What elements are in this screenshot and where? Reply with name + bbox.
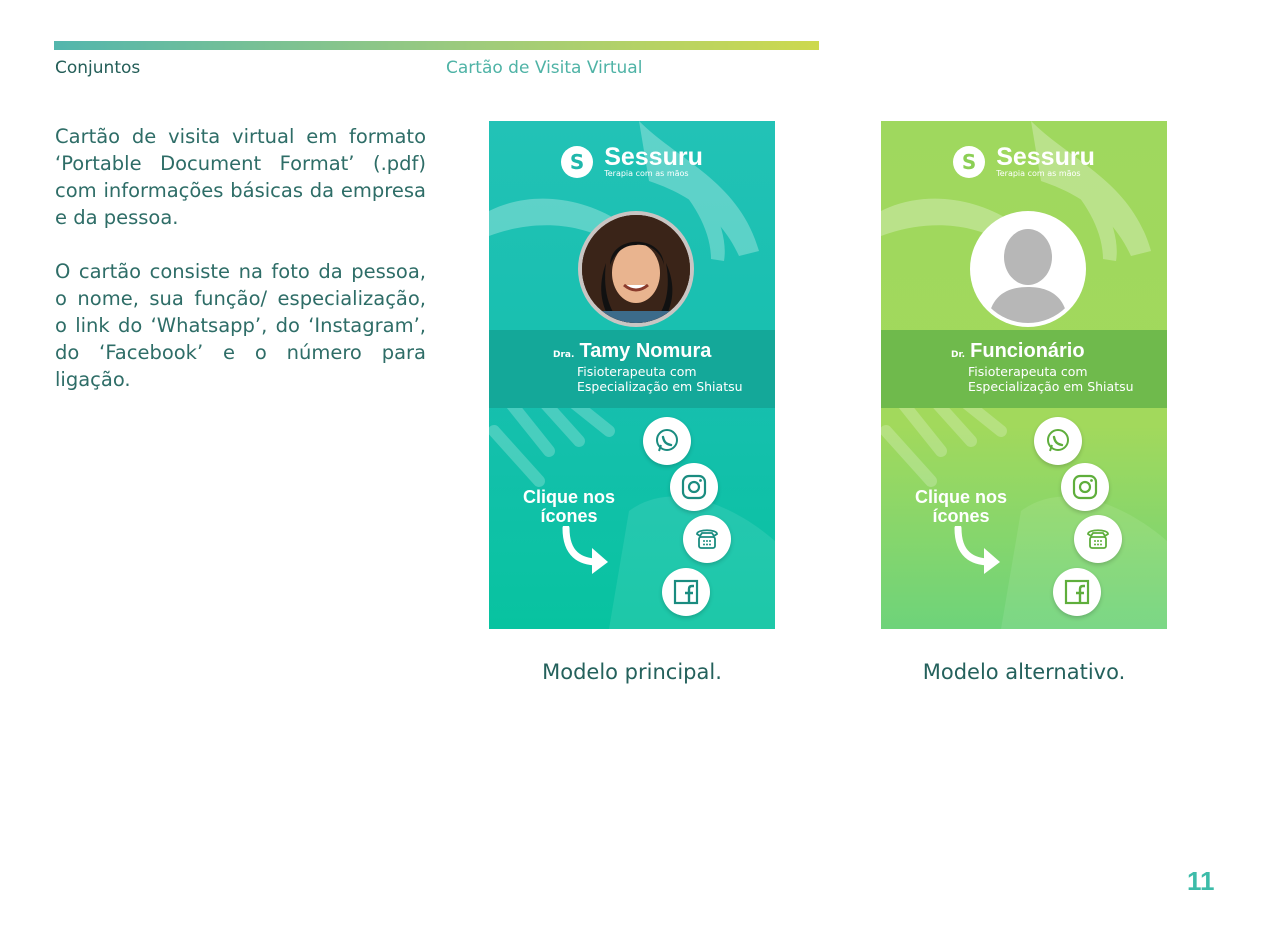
- facebook-button[interactable]: [1053, 568, 1101, 616]
- business-card-main: [489, 121, 775, 629]
- phone-button[interactable]: [683, 515, 731, 563]
- whatsapp-icon: [1045, 428, 1071, 454]
- section-title: Conjuntos: [55, 58, 141, 78]
- person-silhouette-icon: [974, 215, 1082, 323]
- profile-placeholder: [970, 211, 1086, 327]
- brand-name: Sessuru: [604, 143, 703, 171]
- description-paragraph-2: O cartão consiste na foto da pessoa, o nome, sua função/ especialização, o link do ‘Whatsapp’, do ‘Instagram’, do ‘Facebook’ e o número para ligação.: [55, 260, 426, 391]
- sessuru-logo-mark-icon: [953, 146, 985, 178]
- role-line-2: Especialização em Shiatsu: [577, 379, 743, 394]
- role-line-1: Fisioterapeuta com: [577, 364, 697, 379]
- sessuru-logo: [489, 145, 775, 178]
- person-role: [577, 364, 743, 394]
- curved-arrow-icon: [562, 526, 614, 576]
- cta-text: [911, 488, 1011, 526]
- instagram-icon: [1072, 474, 1098, 500]
- title-prefix: Dra.: [553, 350, 575, 360]
- instagram-button[interactable]: [1061, 463, 1109, 511]
- facebook-icon: [673, 579, 699, 605]
- whatsapp-button[interactable]: [643, 417, 691, 465]
- name-band: [489, 330, 775, 408]
- subsection-title: Cartão de Visita Virtual: [446, 58, 643, 78]
- phone-icon: [1085, 526, 1111, 552]
- cta-line-2: ícones: [540, 506, 598, 526]
- brand-tagline: Terapia com as mãos: [604, 169, 689, 178]
- person-name: Tamy Nomura: [579, 340, 712, 362]
- person-photo-icon: [582, 215, 690, 323]
- caption-alternative-model: Modelo alternativo.: [922, 660, 1126, 684]
- role-line-2: Especialização em Shiatsu: [968, 379, 1134, 394]
- person-role: [968, 364, 1134, 394]
- caption-main-model: Modelo principal.: [542, 660, 722, 684]
- cta-line-1: Clique nos: [914, 487, 1007, 507]
- instagram-icon: [681, 474, 707, 500]
- cta-line-1: Clique nos: [522, 487, 615, 507]
- description-text: [55, 123, 426, 420]
- brand-tagline: Terapia com as mãos: [996, 169, 1081, 178]
- business-card-alternative: [881, 121, 1167, 629]
- whatsapp-icon: [654, 428, 680, 454]
- name-band: [881, 330, 1167, 408]
- phone-icon: [694, 526, 720, 552]
- person-name: Funcionário: [970, 340, 1085, 362]
- facebook-icon: [1064, 579, 1090, 605]
- profile-photo: [578, 211, 694, 327]
- header-gradient-bar: [54, 41, 819, 50]
- instagram-button[interactable]: [670, 463, 718, 511]
- sessuru-logo: [881, 145, 1167, 178]
- page-number: 11: [1187, 866, 1215, 896]
- facebook-button[interactable]: [662, 568, 710, 616]
- cta-text: [519, 488, 619, 526]
- phone-button[interactable]: [1074, 515, 1122, 563]
- title-prefix: Dr.: [951, 350, 966, 360]
- curved-arrow-icon: [954, 526, 1006, 576]
- role-line-1: Fisioterapeuta com: [968, 364, 1088, 379]
- brand-name: Sessuru: [996, 143, 1095, 171]
- description-paragraph-1: Cartão de visita virtual em formato ‘Portable Document Format’ (.pdf) com informações básicas da empresa e da pessoa.: [55, 125, 426, 229]
- whatsapp-button[interactable]: [1034, 417, 1082, 465]
- cta-line-2: ícones: [932, 506, 990, 526]
- sessuru-logo-mark-icon: [561, 146, 593, 178]
